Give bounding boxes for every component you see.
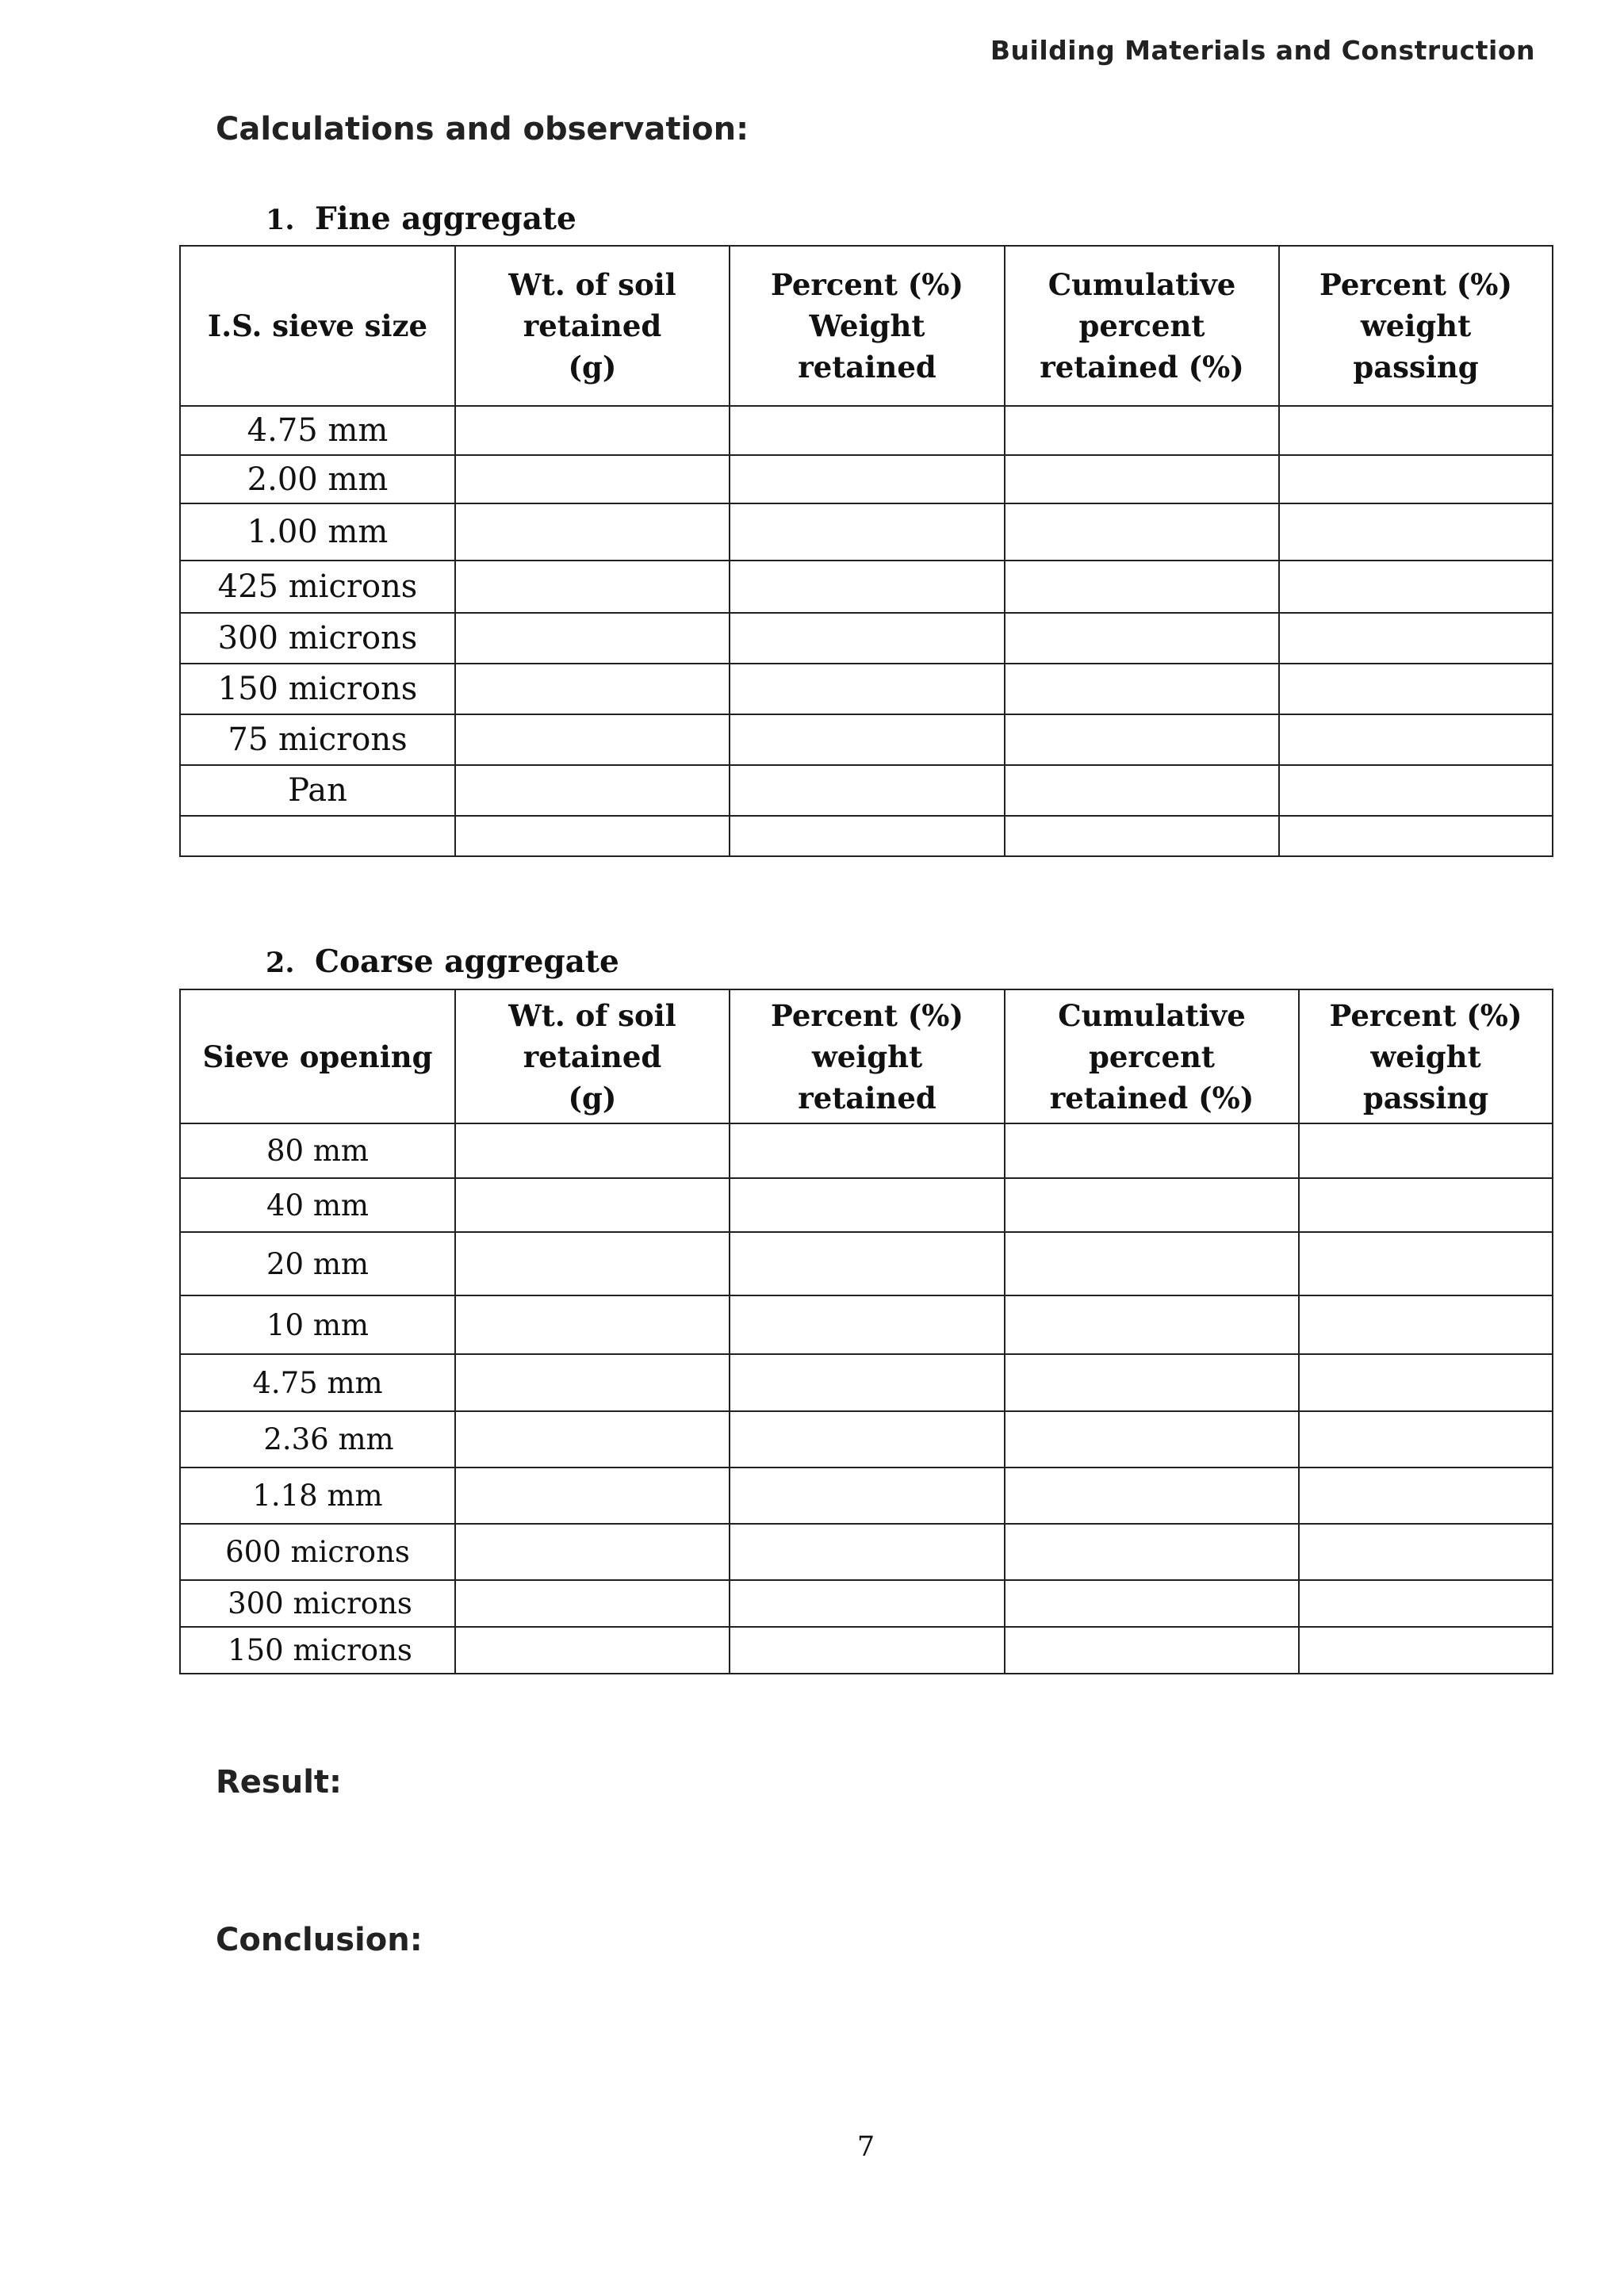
input-cell[interactable] <box>1279 503 1553 561</box>
input-cell[interactable] <box>1005 1295 1299 1354</box>
input-cell[interactable] <box>730 1178 1005 1232</box>
input-cell[interactable] <box>1005 765 1279 816</box>
table-header-row <box>180 246 1553 406</box>
coarse-aggregate-label: Coarse aggregate <box>315 943 619 980</box>
input-cell[interactable] <box>455 561 730 613</box>
input-cell[interactable] <box>455 664 730 714</box>
sieve-size-cell: 75 microns <box>180 714 455 765</box>
table-row <box>180 613 1553 664</box>
column-header-percent-passing: Percent (%) weight passing <box>1299 989 1553 1123</box>
input-cell[interactable] <box>730 1123 1005 1178</box>
table-row <box>180 1468 1553 1524</box>
input-cell[interactable] <box>1005 406 1279 455</box>
column-header-percent-passing: Percent (%) weight passing <box>1279 246 1553 406</box>
sieve-size-cell: 425 microns <box>180 561 455 613</box>
fine-aggregate-table <box>179 245 1553 857</box>
input-cell[interactable] <box>730 1232 1005 1295</box>
table-row <box>180 664 1553 714</box>
sieve-opening-cell: 20 mm <box>180 1232 455 1295</box>
input-cell[interactable] <box>730 1411 1005 1468</box>
input-cell[interactable] <box>455 816 730 856</box>
input-cell[interactable] <box>455 1411 730 1468</box>
sieve-opening-cell: 2.36 mm <box>180 1411 455 1468</box>
sieve-size-cell: 2.00 mm <box>180 455 455 503</box>
input-cell[interactable] <box>1299 1411 1553 1468</box>
input-cell[interactable] <box>730 1295 1005 1354</box>
input-cell[interactable] <box>1299 1123 1553 1178</box>
input-cell[interactable] <box>1279 613 1553 664</box>
input-cell[interactable] <box>1279 561 1553 613</box>
sieve-size-cell: 150 microns <box>180 664 455 714</box>
table-row <box>180 816 1553 856</box>
table-row <box>180 1295 1553 1354</box>
input-cell[interactable] <box>1005 1627 1299 1674</box>
sieve-size-cell <box>180 816 455 856</box>
table-row <box>180 1411 1553 1468</box>
table-row <box>180 1580 1553 1627</box>
input-cell[interactable] <box>730 406 1005 455</box>
column-header-sieve-opening: Sieve opening <box>180 989 455 1123</box>
input-cell[interactable] <box>730 765 1005 816</box>
sieve-size-cell: Pan <box>180 765 455 816</box>
input-cell[interactable] <box>1005 1123 1299 1178</box>
coarse-aggregate-title <box>266 943 619 980</box>
input-cell[interactable] <box>455 1627 730 1674</box>
input-cell[interactable] <box>730 816 1005 856</box>
input-cell[interactable] <box>730 1354 1005 1411</box>
input-cell[interactable] <box>1005 664 1279 714</box>
input-cell[interactable] <box>1005 503 1279 561</box>
input-cell[interactable] <box>1279 664 1553 714</box>
table-row <box>180 406 1553 455</box>
input-cell[interactable] <box>1005 816 1279 856</box>
column-header-sieve-size: I.S. sieve size <box>180 246 455 406</box>
input-cell[interactable] <box>1299 1627 1553 1674</box>
input-cell[interactable] <box>455 765 730 816</box>
table-row <box>180 1524 1553 1580</box>
sieve-opening-cell: 10 mm <box>180 1295 455 1354</box>
column-header-percent-retained: Percent (%) Weight retained <box>730 246 1005 406</box>
input-cell[interactable] <box>1299 1580 1553 1627</box>
table-row <box>180 1627 1553 1674</box>
input-cell[interactable] <box>730 714 1005 765</box>
sieve-opening-cell: 600 microns <box>180 1524 455 1580</box>
sieve-opening-cell: 4.75 mm <box>180 1354 455 1411</box>
sieve-opening-cell: 150 microns <box>180 1627 455 1674</box>
sieve-size-cell: 4.75 mm <box>180 406 455 455</box>
fine-aggregate-label: Fine aggregate <box>315 201 576 237</box>
running-header: Building Materials and Construction <box>990 35 1535 66</box>
input-cell[interactable] <box>730 664 1005 714</box>
input-cell[interactable] <box>455 1295 730 1354</box>
sieve-size-cell: 300 microns <box>180 613 455 664</box>
input-cell[interactable] <box>1299 1468 1553 1524</box>
table-row <box>180 1123 1553 1178</box>
input-cell[interactable] <box>1005 1354 1299 1411</box>
column-header-cumulative-retained: Cumulative percent retained (%) <box>1005 989 1299 1123</box>
input-cell[interactable] <box>455 714 730 765</box>
input-cell[interactable] <box>1299 1295 1553 1354</box>
input-cell[interactable] <box>730 613 1005 664</box>
table-row <box>180 714 1553 765</box>
column-header-weight-retained: Wt. of soil retained (g) <box>455 246 730 406</box>
input-cell[interactable] <box>1279 455 1553 503</box>
input-cell[interactable] <box>455 1524 730 1580</box>
input-cell[interactable] <box>730 1627 1005 1674</box>
input-cell[interactable] <box>1005 455 1279 503</box>
table-row <box>180 503 1553 561</box>
input-cell[interactable] <box>1005 1580 1299 1627</box>
input-cell[interactable] <box>455 1468 730 1524</box>
table-row <box>180 1178 1553 1232</box>
input-cell[interactable] <box>1299 1178 1553 1232</box>
fine-aggregate-number: 1. <box>266 204 295 236</box>
table-row <box>180 1232 1553 1295</box>
input-cell[interactable] <box>455 1123 730 1178</box>
column-header-weight-retained: Wt. of soil retained (g) <box>455 989 730 1123</box>
input-cell[interactable] <box>1299 1354 1553 1411</box>
input-cell[interactable] <box>1005 1524 1299 1580</box>
calculations-heading: Calculations and observation: <box>216 111 749 147</box>
input-cell[interactable] <box>730 1468 1005 1524</box>
column-header-cumulative-retained: Cumulative percent retained (%) <box>1005 246 1279 406</box>
input-cell[interactable] <box>455 1178 730 1232</box>
table-row <box>180 561 1553 613</box>
sieve-opening-cell: 80 mm <box>180 1123 455 1178</box>
input-cell[interactable] <box>730 1524 1005 1580</box>
coarse-aggregate-number: 2. <box>266 947 295 979</box>
input-cell[interactable] <box>1299 1232 1553 1295</box>
input-cell[interactable] <box>1005 1468 1299 1524</box>
input-cell[interactable] <box>1005 613 1279 664</box>
table-row <box>180 765 1553 816</box>
input-cell[interactable] <box>455 613 730 664</box>
input-cell[interactable] <box>1005 1232 1299 1295</box>
input-cell[interactable] <box>455 455 730 503</box>
input-cell[interactable] <box>455 1232 730 1295</box>
input-cell[interactable] <box>1005 1411 1299 1468</box>
input-cell[interactable] <box>455 503 730 561</box>
input-cell[interactable] <box>455 1580 730 1627</box>
input-cell[interactable] <box>1279 765 1553 816</box>
input-cell[interactable] <box>730 455 1005 503</box>
input-cell[interactable] <box>730 503 1005 561</box>
sieve-opening-cell: 40 mm <box>180 1178 455 1232</box>
page-number: 7 <box>856 2131 875 2163</box>
input-cell[interactable] <box>1005 714 1279 765</box>
sieve-size-cell: 1.00 mm <box>180 503 455 561</box>
input-cell[interactable] <box>730 1580 1005 1627</box>
input-cell[interactable] <box>1005 561 1279 613</box>
input-cell[interactable] <box>1299 1524 1553 1580</box>
input-cell[interactable] <box>455 406 730 455</box>
table-header-row <box>180 989 1553 1123</box>
input-cell[interactable] <box>1279 714 1553 765</box>
table-row <box>180 455 1553 503</box>
table-row <box>180 1354 1553 1411</box>
sieve-opening-cell: 1.18 mm <box>180 1468 455 1524</box>
result-heading: Result: <box>216 1764 343 1800</box>
input-cell[interactable] <box>455 1354 730 1411</box>
input-cell[interactable] <box>730 561 1005 613</box>
input-cell[interactable] <box>1279 816 1553 856</box>
sieve-opening-cell: 300 microns <box>180 1580 455 1627</box>
coarse-aggregate-table <box>179 989 1553 1674</box>
fine-aggregate-title <box>266 201 576 237</box>
input-cell[interactable] <box>1279 406 1553 455</box>
conclusion-heading: Conclusion: <box>216 1922 423 1958</box>
input-cell[interactable] <box>1005 1178 1299 1232</box>
column-header-percent-retained: Percent (%) weight retained <box>730 989 1005 1123</box>
